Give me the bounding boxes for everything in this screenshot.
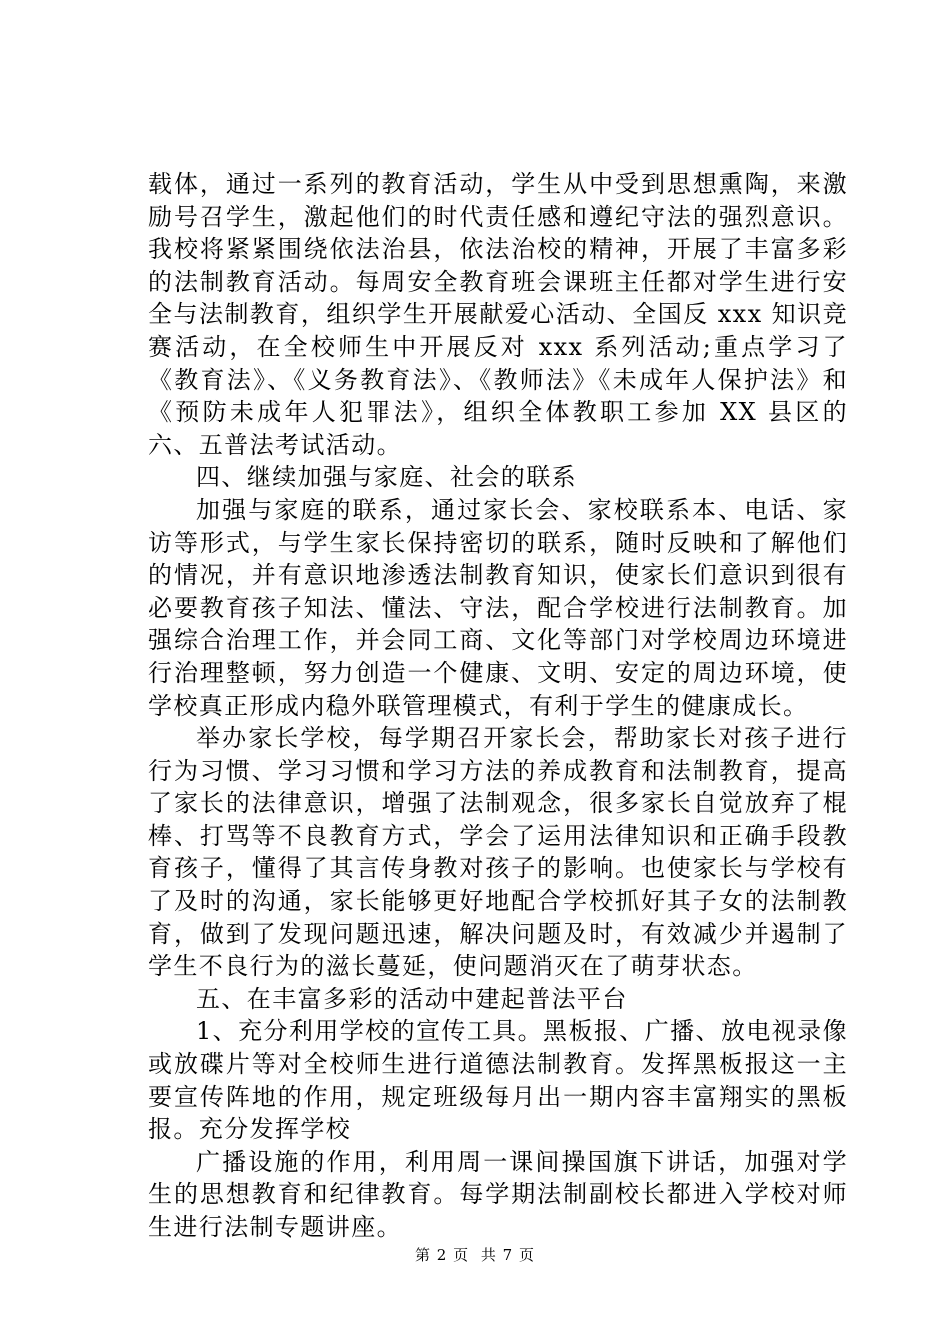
page-total: 共 7 页 <box>480 1246 535 1264</box>
paragraph-family-contact: 加强与家庭的联系，通过家长会、家校联系本、电话、家访等形式，与学生家长保持密切的联系，随时反映和了解他们的情况，并有意识地渗透法制教育知识，使家长们意识到很有必要教育孩子知法、懂法、守法，配合学校进行法制教育。加强综合治理工作，并会同工商、文化等部门对学校周边环境进行治理整顿，努力创造一个健康、文明、安定的周边环境，使学校真正形成内稳外联管理模式，有利于学生的健康成长。 <box>148 495 848 720</box>
paragraph-publicity-tools: 1、充分利用学校的宣传工具。黑板报、广播、放电视录像或放碟片等对全校师生进行道德法制教育。发挥黑板报这一主要宣传阵地的作用，规定班级每月出一期内容丰富翔实的黑板报。充分发挥学校 <box>148 1017 848 1144</box>
section-heading-family-society: 四、继续加强与家庭、社会的联系 <box>196 463 577 492</box>
page-footer <box>0 1244 950 1265</box>
paragraph-broadcast-facilities: 广播设施的作用，利用周一课间操国旗下讲话，加强对学生的思想教育和纪律教育。每学期法制副校长都进入学校对师生进行法制专题讲座。 <box>148 1147 848 1241</box>
paragraph-parent-school: 举办家长学校，每学期召开家长会，帮助家长对孩子进行行为习惯、学习习惯和学习方法的养成教育和法制教育，提高了家长的法律意识，增强了法制观念，很多家长自觉放弃了棍棒、打骂等不良教育方式，学会了运用法律知识和正确手段教育孩子，懂得了其言传身教对孩子的影响。也使家长与学校有了及时的沟通，家长能够更好地配合学校抓好其子女的法制教育，做到了发现问题迅速，解决问题及时，有效减少并遏制了学生不良行为的滋长蔓延，使问题消灭在了萌芽状态。 <box>148 724 848 981</box>
document-body <box>148 168 848 1244</box>
page-number: 第 2 页 <box>415 1246 470 1264</box>
paragraph-law-education-activities: 载体，通过一系列的教育活动，学生从中受到思想熏陶，来激励号召学生，激起他们的时代责任感和遵纪守法的强烈意识。我校将紧紧围绕依法治县，依法治校的精神，开展了丰富多彩的法制教育活动。每周安全教育班会课班主任都对学生进行安全与法制教育，组织学生开展献爱心活动、全国反 xxx 知识竞赛活动，在全校师生中开展反对 xxx 系列活动;重点学习了《教育法》、《义务教育法》、《教师法》《未成年人保护法》和《预防未成年人犯罪法》，组织全体教职工参加 XX 县区的六、五普法考试活动。 <box>148 170 848 459</box>
section-heading-activities-platform: 五、在丰富多彩的活动中建起普法平台 <box>196 984 628 1013</box>
